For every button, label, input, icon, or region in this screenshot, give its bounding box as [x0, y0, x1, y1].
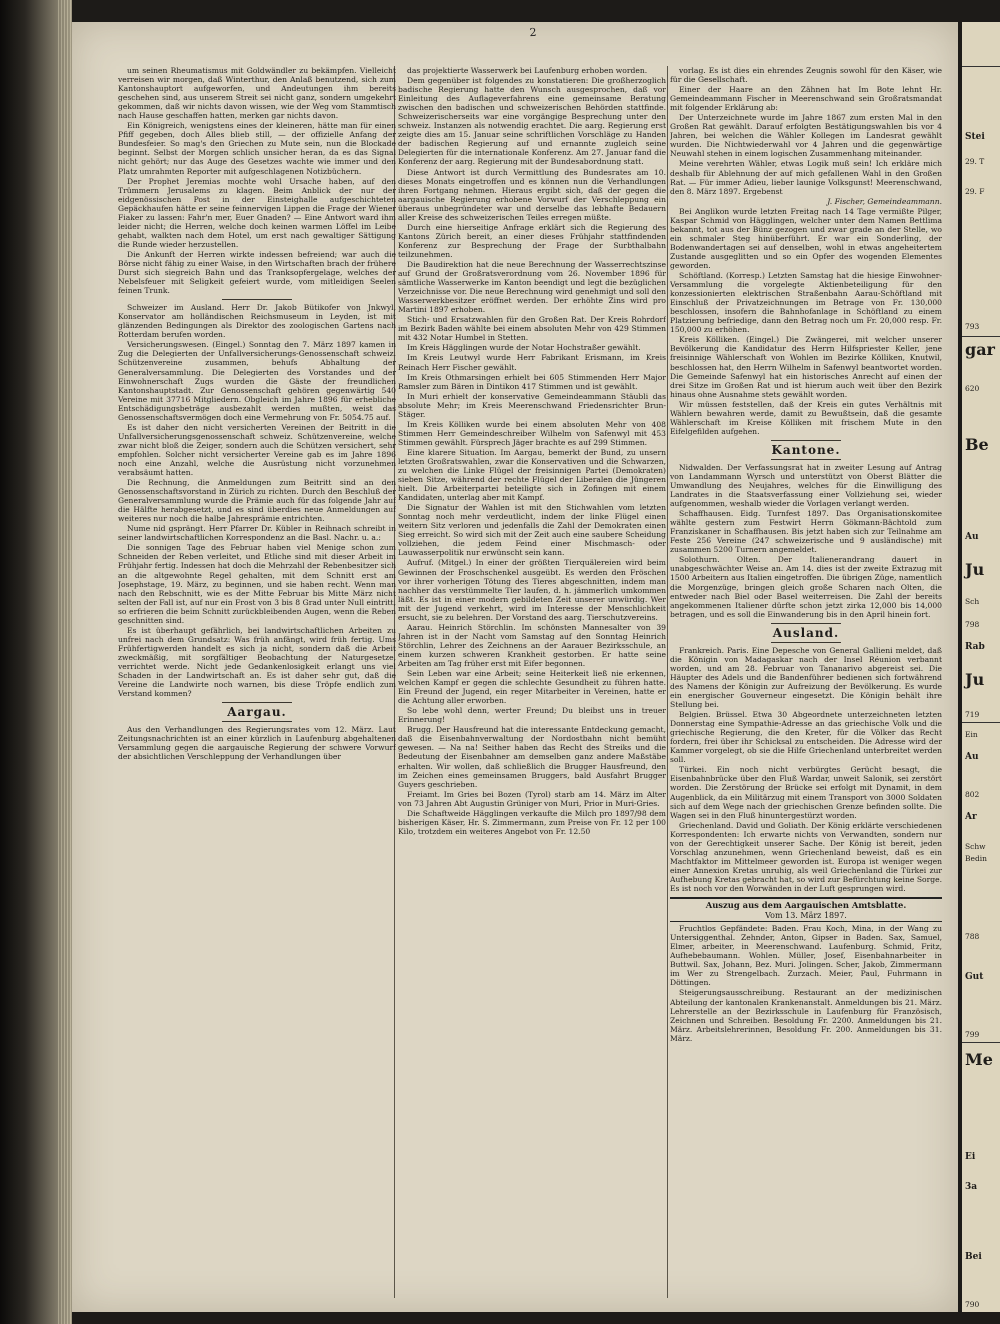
official-gazette-date: Vom 13. März 1897. [670, 911, 942, 922]
page-rule [962, 1042, 1000, 1043]
section-rule [222, 721, 292, 722]
signature: J. Fischer, Gemeindeammann. [827, 196, 942, 206]
article-paragraph: Meine verehrten Wähler, etwas Logik muß sein! Ich erkläre mich deshalb für Ablehnung der auf mich gefallenen Wahl in den Großen Rat. — Für immer Adieu, lieber launige Volksgunst! Meerenschwand, den 8. März 1897. Ergebenst [670, 159, 942, 196]
article-paragraph: In Muri erhielt der konservative Gemeindeammann Stäubli das absolute Mehr; im Kreis Meerenschwand Friedensrichter Brun-Stäger. [398, 391, 666, 419]
page-rule [962, 336, 1000, 337]
adjacent-page-text: Schw [965, 842, 986, 851]
article-paragraph: Solothurn. Olten. Der Italienerandrang dauert in unabgeschwächter Weise an. Am 14. dies ist der zweite Extrazug mit 1500 Arbeitern aus Italien eingetroffen. Die übrigen Züge, namentlich die Morgenzüge, bringen gleich große Scharen nach Olten, die entweder nach Biel oder Basel weiterreisen. Die Zahl der bereits angekommenen Italiener dürfte schon jetzt zirka 12,000 bis 14,000 betragen, und es soll die Einwanderung bis in den April hinein fort. [670, 555, 942, 619]
adjacent-page-text: 793 [965, 322, 980, 331]
article-paragraph: Kreis Kölliken. (Eingel.) Die Zwängerei, mit welcher unserer Bevölkerung die Kandidatur des Herrn Hilfspriester Keller, jene freisinnige Wählerschaft von Wohlen im Bezirke Kölliken, Knutwil, beschlossen hat, den Herrn Wilhelm in Safenwyl beantwortet worden. Die Gemeinde Safenwyl hat ein historisches Anrecht auf einen der drei Sitze im Großen Rat und ist hierum auch weit über den Bezirk hinaus ohne Ausnahme stets gewählt worden. [670, 335, 942, 399]
adjacent-page-text: Au [965, 752, 979, 762]
article-paragraph: Nidwalden. Der Verfassungsrat hat in zweiter Lesung auf Antrag von Landammann Wyrsch und unterstützt von Oberst Blätter die Umwandlung des Neujahres, welches für die Einwilligung des Landrates in die Staatsverfassung einer Vollziehung sei, wieder aufgenommen, weshalb wieder die Vorlagen verlangt werden. [670, 462, 942, 509]
article-separator [222, 299, 292, 300]
adjacent-page-text: Ar [965, 812, 977, 822]
section-rule [771, 459, 841, 460]
adjacent-page-text: 29. F [965, 187, 985, 196]
adjacent-page-text: 788 [965, 932, 980, 941]
article-paragraph: Der Unterzeichnete wurde im Jahre 1867 zum ersten Mal in den Großen Rat gewählt. Darauf erfolgten Bestätigungswahlen bis vor 4 Jahren, bei welchen die Wähler Kollegen im Landesrat gewählt wurden. Die Nichtwiederwahl vor 4 Jahren und die gegenwärtige Neuwahl stehen in einem logischen Zusammenhang miteinander. [670, 113, 942, 159]
article-paragraph: Die Rechnung, die Anmeldungen zum Beitritt sind an den Genossenschaftsvorstand in Zürich zu richten. Durch den Beschluß der Generalversammlung wurde die Prämie auch für das folgende Jahr auf die Hälfte herabgesetzt, und es sind überdies neue Anmeldungen auf weiteres nur noch die halbe Jahresprämie entrichten. [118, 478, 396, 524]
column-1 [118, 66, 396, 1298]
article-paragraph: Aufruf. (Mitgel.) In einer der größten Tierquälereien wird beim Gewinnen der Froschschenkel ausgeübt. Es werden den Fröschen vor ihrer vorherigen Tötung des Tieres abgeschnitten, indem man nachher das verstümmelte Tier laufen, d. h. jämmerlich umkommen läßt. Es ist in einer modern gebildeten Zeit unserer unwürdig. Wer mit der Jugend verkehrt, wird im Interesse der Menschlichkeit ersucht, sie zu belehren. Der Vorstand des aarg. Tierschutzvereins. [398, 558, 666, 622]
article-paragraph: Im Kreis Othmarsingen erhielt bei 605 Stimmenden Herr Major Ramsler zum Bären in Dintikon 417 Stimmen und ist gewählt. [398, 372, 666, 391]
adjacent-page-text: Ju [965, 670, 985, 689]
article-paragraph: Schweizer im Ausland. Herr Dr. Jakob Bütikofer von Jnkwyl, Konservator am holländischen Reichsmuseum in Leyden, ist mit glänzenden Bedingungen als Direktor des zoologischen Gartens nach Rotterdam berufen worden. [118, 303, 396, 340]
adjacent-page-text: Sch [965, 597, 980, 606]
article-paragraph: Die Baudirektion hat die neue Berechnung der Wasserrechtszinse auf Grund der Großratsverordnung vom 26. November 1896 für sämtliche Wasserwerke im Kanton beendigt und legt die bezüglichen Verzeichnisse vor. Die neue Berechnung wird genehmigt und soll den Wasserwerkbesitzer eröffnet werden. Der erhöhte Zins wird pro Martini 1897 erhoben. [398, 259, 666, 315]
article-paragraph: Dem gegenüber ist folgendes zu konstatieren: Die großherzoglich badische Regierung hatte den Wunsch ausgesprochen, daß vor Einleitung des Auflageverfahrens eine gemeinsame Beratung zwischen den badischen und schweizerischen Behörden stattfinde. Schweizerischerseits war eine vorgängige Besprechung unter den schweiz. Instanzen als notwendig erachtet. Die aarg. Regierung erst zeigte dies am 15. Januar seine schriftlichen Vorschläge zu Handen der badischen Regierung auf und ernannte zugleich seine Delegierten für die internationale Konferenz. Am 27. Januar fand die Konferenz der aarg. Regierung mit der Bundesabordnung statt. [398, 76, 666, 167]
adjacent-page-text: 790 [965, 1300, 980, 1309]
article-paragraph: Sein Leben war eine Arbeit; seine Heiterkeit ließ nie erkennen, welchen Kampf er gegen die schlechte Gesundheit zu führen hatte. Ein Freund der Jugend, ein reger Mitarbeiter in Vereinen, hatte er die Achtung aller erworben. [398, 669, 666, 706]
adjacent-page-text: Me [965, 1050, 993, 1069]
article-paragraph: Versicherungswesen. (Eingel.) Sonntag den 7. März 1897 kamen in Zug die Delegierten der Unfallversicherungs-Genossenschaft schweiz. Schützenvereine zusammen, behufs Abhaltung der Generalversammlung. Die Delegierten des Vorstandes und der Einwohnerschaft Zugs wurden die Gäste der freundlichen Kantonshauptstadt. Zur Genossenschaft gehören gegenwärtig 540 Vereine mit 37716 Mitgliedern. Obgleich im Jahre 1896 für erhebliche Entschädigungsbeträge ausbezahlt werden mußten, weist das Genossenschaftsvermögen doch eine Vermehrung von Fr. 5054.75 auf. [118, 340, 396, 422]
adjacent-page-text: 802 [965, 790, 980, 799]
adjacent-page-text: Bei [965, 1252, 982, 1262]
article-paragraph: Türkei. Ein noch nicht verbürgtes Gerücht besagt, die Eisenbahnbrücke über den Fluß Wardar, unweit Salonik, sei zerstört worden. Die Zerstörung der Brücke sei erfolgt mit Dynamit, in dem Augenblick, da ein Militärzug mit einem Transport von 3000 Soldaten sich auf dem Wege nach der griechischen Grenze befinden sollte. Die Wagen sei in den Fluß hinuntergestürzt worden. [670, 765, 942, 820]
column-3 [670, 66, 942, 1298]
article-paragraph: Aarau. Heinrich Störchlin. Im schönsten Mannesalter von 39 Jahren ist in der Nacht vom Samstag auf den Sonntag Heinrich Störchlin, Lehrer des Zeichnens an der Aarauer Bezirksschule, an einem kurzen schweren Krankheit gestorben. Er hatte seine Arbeiten am Tag früher erst mit Eifer begonnen. [398, 622, 666, 668]
article-paragraph: Frankreich. Paris. Eine Depesche von General Gallieni meldet, daß die Königin von Madagaskar nach der Insel Réunion verbannt worden, und am 28. Februar von Tananarivo abgereist sei. Die Häupter des Adels und die Bandenführer bedienen sich fortwährend des Namens der Königin zur Aufreizung der Bevölkerung. Es wurde ein energischer Gouverneur eingesetzt. Die Königin behält ihre Stellung bei. [670, 645, 942, 710]
page-rule [962, 66, 1000, 67]
adjacent-page-text: Ein [965, 730, 978, 739]
article-paragraph: Der Prophet Jeremias mochte wohl Ursache haben, auf den Trümmern Jerusalems zu klagen. Beim Anblick der nur der eidgenössischen Post in der Einsteighalle aufgeschichteten Gepäckhaufen hätte er seine feinnervigen Lippen die Frage der Wiener Fiaker zu lassen: Fahr'n mer, Euer Gnaden? — Eine Antwort ward ihm leider nicht; die Herren, welche doch keinen warmen Löffel im Leibe gehabt, walkten nach dem Hotel, um erst nach gewaltiger Sättigung die Runde wieder herzustellen. [118, 176, 396, 249]
adjacent-page-text: Ei [965, 1152, 976, 1162]
adjacent-page-text: 799 [965, 1030, 980, 1039]
adjacent-page-text: Au [965, 532, 979, 542]
section-heading: Aargau. [227, 705, 287, 720]
article-paragraph: Ein Königreich, wenigstens eines der kleineren, hätte man für einen Pfiff gegeben, doch Alles blieb still, — der offizielle Anfang der Bundesfeier. So mag's den Griechen zu Mute sein, nun die Blockade beginnt. Selbst der Morgen schlich unsicher heran, da es das Signal nicht gehört; nur das Auge des Gesetzes wachte wie immer und den Platz umrahmten Reporter mit aufgeschlagenen Notizbüchern. [118, 121, 396, 176]
newspaper-page [72, 22, 958, 1312]
adjacent-page-text: 719 [965, 710, 980, 719]
article-paragraph: um seinen Rheumatismus mit Goldwändler zu bekämpfen. Vielleicht verreisen wir morgen, daß Winterthur, den Anlaß benutzend, sich zum Kantonshauptort aufgeworfen, und Andeutungen ihm bereits geschehen sind, aus unserem Streit sei nicht ganz, sondern umgekehrt gekommen, daß wir nichts davon wissen, wie der Weg vom Stammtisch nach Hause geschaffen hatten, merken gar nichts davon. [118, 66, 396, 121]
article-paragraph: Wir müssen feststellen, daß der Kreis ein gutes Verhältnis mit Wählern bewahren werde, damit zu Bewußtsein, daß die gesamte Wählerschaft im Kreise Kölliken mit frischem Mute in den Eifelgefilden aufgehen. [670, 399, 942, 436]
column-2 [398, 66, 666, 1298]
adjacent-page-text: Stei [965, 132, 985, 142]
adjacent-page-text: Bedin [965, 854, 987, 863]
article-paragraph: Die Ankunft der Herren wirkte indessen befreiend; war auch die Börse nicht fähig zu einer Waise, in den Wirtschaften brach der frühere Durst sich siegreich Bahn und das Tranksopfergelage, welches der Nebelsfeuer mit Seligkeit gefeiert wurde, vom mitleidigen Seelen feinen Trunk. [118, 249, 396, 296]
article-paragraph: Es ist überhaupt gefährlich, bei landwirtschaftlichen Arbeiten zu unfrei nach dem Grundsatz: Was früh anfängt, wird früh fertig. Ums Frühfertigwerden handelt es sich ja nicht, sondern daß die Arbeit zweckmäßig, mit sorgfältiger Beobachtung der Naturgesetze, verrichtet werde. Nicht jede Gedankenlosigkeit erlangt uns viel Schaden in der Landwirtschaft an. Es ist daher sehr gut, daß die Vereine die Landwirte noch warnen, bis diese Tröpfe endlich zum Verstand kommen? [118, 625, 396, 699]
section-heading: Kantone. [771, 442, 841, 457]
article-paragraph: Steigerungsausschreibung. Restaurant an der medizinischen Abteilung der kantonalen Krankenanstalt. Anmeldungen bis 21. März. Lehrerstelle an der Bezirksschule in Laufenburg für Französisch, Zeichnen und Schreiben. Besoldung Fr. 2200. Anmeldungen bis 21. März. Arbeitslehrerinnen, Besoldung Fr. 200. Anmeldungen bis 31. März. [670, 988, 942, 1043]
article-paragraph: Nume nid gsprängt. Herr Pfarrer Dr. Kübler in Reihnach schreibt in seiner landwirtschaftlichen Korrespondenz an die Basl. Nachr. u. a.: [118, 524, 396, 543]
article-paragraph: Durch eine hierseitige Anfrage erklärt sich die Regierung des Kantons Zürich bereit, an einer dieses Frühjahr stattfindenden Konferenz zur Besprechung der Frage der Surbthalbahn teilzunehmen. [398, 222, 666, 259]
article-paragraph: Brugg. Der Hausfreund hat die interessante Entdeckung gemacht, daß die Eisenbahnverwaltung der Nordostbahn nicht bemüht gewesen. — Na na! Seither haben das Recht des Streiks und die Bedeutung der Eisenbahner am demselben ganz andere Maßstäbe erhalten. Wir wollen, daß schließlich die Brugger Hausfreund, den im Zeichen eines gemeinsamen Bruggers, bald Ausfahrt Brugger Guyers geschrieben. [398, 725, 666, 789]
article-paragraph: Im Kreis Kölliken wurde bei einem absoluten Mehr von 408 Stimmen Herr Gemeindeschreiber Wilhelm von Safenwyl mit 453 Stimmen gewählt. Fürsprech Jäger brachte es auf 299 Stimmen. [398, 419, 666, 447]
article-paragraph: Fruchtlos Gepfändete: Baden. Frau Koch, Mina, in der Wang zu Untersiggenthal. Zehnder, Anton, Gipser in Baden. Sax, Samuel, Elmer, arbeiter, in Meerenschwand. Laufenburg. Schmid, Fritz, Aufhebebaumann. Wohlen. Müller, Josef, Eisenbahnarbeiter in Buttwil. Sax, Johann, Bez. Muri. Jolingen. Scher, Jakob, Zimmermann im Wer zu Strengelbach. Zurzach. Meier, Paul, Fuhrmann in Döttingen. [670, 924, 942, 988]
adjacent-page-text: Rab [965, 642, 985, 652]
article-paragraph: Einer der Haare an den Zähnen hat Im Bote lehnt Hr. Gemeindeammann Fischer in Meerenschwand sein Großratsmandat mit folgender Erklärung ab: [670, 85, 942, 113]
article-paragraph: Schöftland. (Korresp.) Letzten Samstag hat die hiesige Einwohner-Versammlung die vorgelegte Aktienbeteiligung für den konzessionierten elektrischen Straßenbahn Aarau-Schöftland mit Einschluß der Privatzeichnungen im Betrage von Fr. 130,000 beschlossen, insofern die Bahnhofanlage in Schöftland zu einem Platzierung befriedige, dann den Betrag noch um Fr. 20,000 resp. Fr. 150,000 zu erhöhen. [670, 271, 942, 335]
article-paragraph: Bei Anglikon wurde letzten Freitag nach 14 Tage vermißte Pilger, Kaspar Schmid von Hägglingen, welcher unter dem Namen Bettlima bekannt, tot aus der Bünz gezogen und zwar grade an der Stelle, wo ein schmaler Steg hinüberführt. Er war ein Sonderling, der Bodenwandertagen sei auf denselben, wohl in etwas angeheitertem Zustande ausgeglitten und so ein Opfer des wogenden Elementes geworden. [670, 206, 942, 270]
adjacent-page-text: 620 [965, 384, 980, 393]
article-paragraph: Stich- und Ersatzwahlen für den Großen Rat. Der Kreis Rohrdorf im Bezirk Baden wählte bei einem absoluten Mehr von 429 Stimmen mit 432 Notar Humbel in Stetten. [398, 315, 666, 343]
article-paragraph: das projektierte Wasserwerk bei Laufenburg erhoben worden. [407, 66, 648, 75]
section-heading: Ausland. [772, 625, 840, 640]
article-paragraph: Griechenland. David und Goliath. Der König erklärte verschiedenen Korrespondenten: Ich erwarte nichts von Verwandten, sondern nur von der Gerechtigkeit unserer Sache. Der König ist bereit, jeden Vorschlag anzunehmen, wenn Griechenland beweist, daß es ein Machtfaktor im Mittelmeer geworden ist. Europa ist weniger wegen einer Annexion Kretas unruhig, als weil Griechenland die Türkei zur Aufhebung Kretas gebracht hat, so wird zur Befürchtung keine Sorge. Es ist noch vor den Worwänden in der Luft gesprungen wird. [670, 820, 942, 893]
official-gazette-heading: Auszug aus dem Aargauischen Amtsblatte. [670, 897, 942, 910]
article-paragraph: vorlag. Es ist dies ein ehrendes Zeugnis sowohl für den Käser, wie für die Gesellschaft. [670, 66, 942, 85]
adjacent-page-text: 29. T [965, 157, 985, 166]
adjacent-page-text: gar [965, 340, 995, 359]
adjacent-page-text: Be [965, 435, 989, 454]
article-paragraph: Eine klarere Situation. Im Aargau, bemerkt der Bund, zu unsern letzten Großratswahlen, zwar die Konservativen und die Schwarzen, zu welchen die Linke Flügel der freisinnigen Partei (Demokraten) sieben Sitze, während der rechte Flügel der Liberalen die Jüngeren hielt. Die Arbeiterpartei beteiligte sich in Zofingen mit einem Kandidaten, unterlag aber mit Kampf. [398, 447, 666, 503]
article-paragraph: Es ist daher den nicht versicherten Vereinen der Beitritt in die Unfallversicherungsgenossenschaft schweiz. Schützenvereine, welche zwar nicht bloß die Zeiger, sondern auch die Schützen versichert, sehr empfohlen. Solcher nicht versicherter Vereine gab es im Jahre 1896 noch eine Anzahl, welche die Ausrüstung nicht vorzunehmen verabsäumt hatten. [118, 422, 396, 478]
article-paragraph: Im Kreis Hägglingen wurde der Notar Hochstraßer gewählt. [407, 343, 641, 353]
article-paragraph: Die sonnigen Tage des Februar haben viel Menige schon zum Schneiden der Reben verleitet, und Etliche sind mit dieser Arbeit im Frühjahr fertig. Indessen hat doch die Mehrzahl der Rebenbesitzer sich an die altgewohnte Regel gehalten, mit dem Schnitt erst am Josephstage, 19. März, zu beginnen, und sie haben recht. Wenn man nach den Rebschnitt, wie es der Mitte Februar bis Mitte März nicht selten der Fall ist, auf nur ein Frost von 3 bis 8 Grad unter Null eintritt, so erfrieren die beim Schnitt zurückbleibenden Augen, wenn die Reben geschnitten sind. [118, 543, 396, 625]
section-rule [771, 440, 841, 441]
article-paragraph: Belgien. Brüssel. Etwa 30 Abgeordnete unterzeichneten letzten Donnerstag eine Sympathie-Adresse an das griechische Volk und die griechische Regierung, die den Kreter, für die Völker das Recht fordern, frei über ihr Schicksal zu entscheiden. Die Adresse wird der Kammer vorgelegt, ob sie die Hilfe Griechenland unterbreitet werden soll. [670, 710, 942, 765]
article-paragraph: Aus den Verhandlungen des Regierungsrates vom 12. März. Laut Zeitungsnachrichten ist an einer kürzlich in Laufenburg abgehaltenen Versammlung gegen die aargauische Regierung der schwere Vorwurf der absichtlichen Verschleppung der Verhandlungen über [118, 725, 396, 762]
article-paragraph: Diese Antwort ist durch Vermittlung des Bundesrates am 10. dieses Monats eingetroffen und es können nun die Verhandlungen ihren Fortgang nehmen. Hieraus ergibt sich, daß der gegen die aargauische Regierung erhobene Vorwurf der Verschleppung ein überaus unbegründeter war und derselbe das lebhafte Bedauern aller Kreise des schweizerischen Teiles erregen müßte. [398, 167, 666, 222]
section-rule [222, 702, 292, 703]
adjacent-page-text: 798 [965, 620, 980, 629]
article-paragraph: Schaffhausen. Eidg. Turnfest 1897. Das Organisationskomitee wählte gestern zum Festwirt Herrn Gökmann-Bächtold zum Franziskaner in Schaffhausen. Bis jetzt haben sich zur Teilnahme am Feste 256 Vereine (247 schweizerische und 9 ausländische) mit zusammen 5200 Turnern angemeldet. [670, 509, 942, 555]
article-paragraph: So lebe wohl denn, werter Freund; Du bleibst uns in treuer Erinnerung! [398, 706, 666, 725]
adjacent-page-text: Ju [965, 560, 985, 579]
adjacent-page-text: 3a [965, 1182, 978, 1192]
article-paragraph: Im Kreis Leutwyl wurde Herr Fabrikant Erismann, im Kreis Reinach Herr Fischer gewählt. [398, 353, 666, 372]
adjacent-page-edge [962, 22, 1000, 1312]
article-paragraph: Die Schaftweide Hägglingen verkaufte die Milch pro 1897/98 dem bisherigen Käser, Hr. S. Zimmermann, zum Preise von Fr. 12 per 100 Kilo, trotzdem ein weiteres Angebot von Fr. 12.50 [398, 808, 666, 836]
article-paragraph: Freiamt. Im Gries bei Bozen (Tyrol) starb am 14. März im Alter von 73 Jahren Abt Augustin Grüniger von Muri, Prior in Muri-Gries. [398, 789, 666, 808]
adjacent-page-text: Gut [965, 972, 984, 982]
column-divider [667, 66, 668, 1298]
page-number: 2 [529, 25, 537, 40]
book-binding [0, 0, 72, 1324]
section-rule [771, 642, 841, 643]
section-rule [771, 623, 841, 624]
page-rule [962, 722, 1000, 723]
article-paragraph: Die Signatur der Wahlen ist mit den Stichwahlen vom letzten Sonntag noch mehr verdeutlicht, indem der linke Flügel einen weitern Sitz verloren und jedenfalls die Zahl der Demokraten einen Sieg erreicht. So wird sich mit der Zeit auch eine saubere Scheidung vollziehen, die jedem Feind einer Mischmasch- oder Lauwasserpolitik nur erwünscht sein kann. [398, 503, 666, 558]
